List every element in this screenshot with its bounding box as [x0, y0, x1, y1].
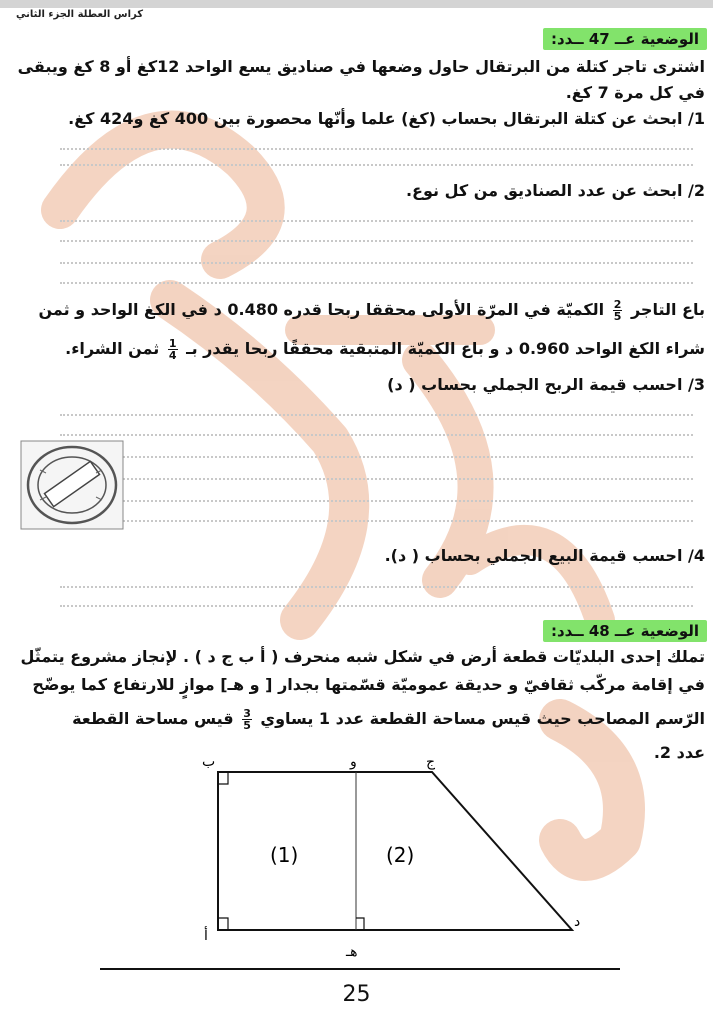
situation-47-line-2: في كل مرة 7 كغ.: [565, 83, 705, 102]
answer-dotted-line: [60, 520, 693, 522]
situation-47-title: الوضعية عــ 47 ــدد:: [543, 28, 707, 50]
sale-text-1: باع التاجر: [630, 300, 705, 319]
answer-dotted-line: [60, 240, 693, 242]
area-text-1: الرّسم المصاحب حيث قيس مساحة القطعة عدد 1 يساوي: [260, 709, 705, 728]
situation-48-line-4: عدد 2.: [653, 743, 705, 762]
sale-text-4: ثمن الشراء.: [65, 339, 160, 358]
answer-dotted-line: [60, 282, 693, 284]
answer-dotted-line: [60, 414, 693, 416]
answer-dotted-line: [60, 500, 693, 502]
answer-dotted-line: [60, 586, 693, 588]
question-3: 3/ احسب قيمة الربح الجملي بحساب ( د): [387, 375, 705, 394]
situation-47-line-1: اشترى تاجر كتلة من البرتقال حاول وضعها في صناديق يسع الواحد 12كغ أو 8 كغ ويبقى: [17, 57, 705, 76]
label-j: ج: [426, 758, 436, 770]
right-angle-mark: [356, 918, 364, 930]
label-h: هـ: [346, 944, 358, 960]
right-angle-mark: [218, 918, 228, 930]
answer-dotted-line: [60, 220, 693, 222]
situation-48-line-2: في إقامة مركّب ثقافيّ و حديقة عموميّة قسّمتها بجدار [ و هـ] موازٍ للارتفاع كما يوضّح: [32, 675, 705, 694]
page-number: 25: [342, 982, 371, 1007]
situation-48-title: الوضعية عــ 48 ــدد:: [543, 620, 707, 642]
question-4: 4/ احسب قيمة البيع الجملي بحساب ( د).: [384, 546, 705, 565]
page-header: كراس العطلة الجزء الثاني: [16, 9, 144, 20]
situation-48-line-3: [14, 708, 705, 731]
sale-text-2: الكميّة في المرّة الأولى محققا ربحا قدره 0.480 د في الكغ الواحد و ثمن: [38, 300, 605, 319]
fraction-two-fifths: $\frac{2}{5}$: [613, 298, 622, 323]
fraction-three-fifths: $\frac{3}{5}$: [243, 707, 251, 732]
answer-dotted-line: [60, 262, 693, 264]
trapezoid-figure: [196, 758, 596, 968]
answer-dotted-line: [60, 456, 693, 458]
answer-dotted-line: [60, 164, 693, 166]
answer-dotted-line: [60, 148, 693, 150]
label-a: أ: [204, 928, 208, 944]
sale-paragraph-line-2: [14, 338, 705, 361]
fraction-one-quarter: $\frac{1}{4}$: [168, 337, 177, 362]
top-border: [0, 0, 713, 8]
label-w: و: [350, 758, 357, 770]
answer-dotted-line: [60, 605, 693, 607]
question-2: 2/ ابحث عن عدد الصناديق من كل نوع.: [405, 181, 705, 200]
area-text-2: قيس مساحة القطعة: [72, 709, 234, 728]
footer-divider: [100, 968, 620, 970]
question-1: 1/ ابحث عن كتلة البرتقال بحساب (كغ) علما وأنّها محصورة بين 400 كغ و424 كغ.: [68, 109, 705, 128]
answer-dotted-line: [60, 434, 693, 436]
region-1-label: (1): [270, 843, 299, 867]
label-d: د: [574, 914, 581, 930]
label-b: ب: [202, 758, 216, 770]
stamp-seal: [20, 440, 124, 530]
situation-48-line-1: تملك إحدى البلديّات قطعة أرض في شكل شبه منحرف ( أ ب ج د ) . لإنجاز مشروع يتمثّل: [20, 647, 705, 666]
sale-text-3: شراء الكغ الواحد 0.960 د و باع الكميّة المتبقية محققًا ربحا يقدر بـ: [186, 339, 705, 358]
region-2-label: (2): [386, 843, 415, 867]
sale-paragraph-line-1: [14, 299, 705, 322]
answer-dotted-line: [60, 478, 693, 480]
right-angle-mark: [218, 772, 228, 784]
